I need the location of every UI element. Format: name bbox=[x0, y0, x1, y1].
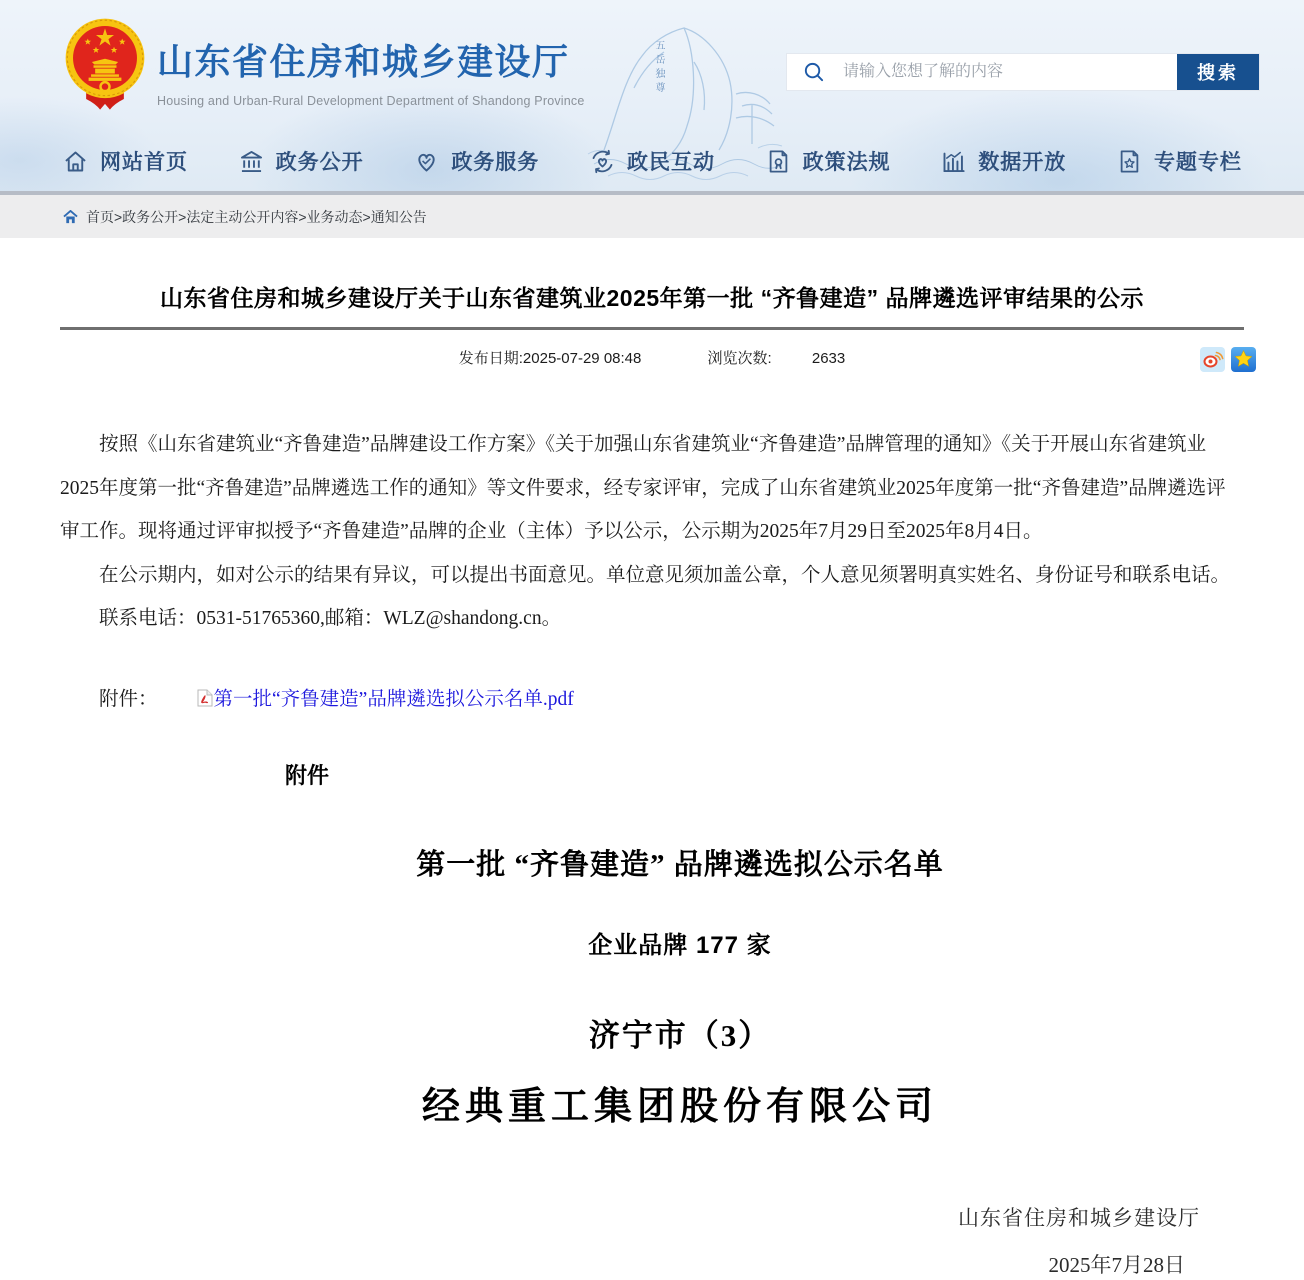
nav-item-gov-services[interactable] bbox=[413, 146, 539, 176]
nav-label: 网站首页 bbox=[100, 151, 188, 174]
article-content bbox=[0, 280, 1304, 1279]
paragraph: 联系电话：0531-51765360,邮箱：WLZ@shandong.cn。 bbox=[99, 608, 562, 629]
nav-label: 政务公开 bbox=[275, 151, 364, 174]
attachment-label: 附件： bbox=[99, 688, 158, 710]
search-input[interactable] bbox=[825, 54, 1177, 90]
nav-label: 专题专栏 bbox=[1153, 151, 1242, 174]
policy-document-icon bbox=[765, 148, 792, 175]
share-buttons bbox=[1200, 347, 1256, 372]
nav-item-home[interactable] bbox=[62, 146, 188, 176]
publish-date-label: 发布日期: bbox=[458, 350, 523, 367]
signature-block bbox=[60, 1202, 1244, 1279]
preview-city-heading: 济宁市（3） bbox=[588, 1017, 772, 1053]
bar-chart-icon bbox=[940, 148, 967, 175]
nav-item-public-interaction[interactable] bbox=[589, 146, 715, 176]
weibo-share-icon[interactable] bbox=[1200, 347, 1225, 372]
publish-date-value: 2025-07-29 08:48 bbox=[522, 350, 642, 367]
preview-title: 第一批 “齐鲁建造” 品牌遴选拟公示名单 bbox=[416, 848, 944, 881]
nav-item-open-data[interactable] bbox=[940, 146, 1066, 176]
home-icon bbox=[62, 148, 89, 175]
search-button[interactable]: 搜索 bbox=[1177, 54, 1259, 90]
preview-company-name: 经典重工集团股份有限公司 bbox=[421, 1085, 938, 1128]
breadcrumb-home-icon[interactable] bbox=[63, 210, 78, 224]
nav-label: 政民互动 bbox=[626, 151, 715, 174]
nav-item-special-columns[interactable] bbox=[1116, 146, 1242, 176]
mountain-inscription: 五岳独尊 bbox=[653, 40, 664, 96]
views-label: 浏览次数: bbox=[707, 350, 772, 367]
paragraph: 在公示期内，如对公示的结果有异议，可以提出书面意见。单位意见须加盖公章，个人意见须署明真实姓名、身份证号和联系电话。 bbox=[99, 564, 1231, 586]
attachment-pdf-link[interactable]: 第一批“齐鲁建造”品牌遴选拟公示名单.pdf bbox=[213, 688, 574, 710]
site-title[interactable]: 山东省住房和城乡建设厅 bbox=[157, 41, 570, 82]
article-body bbox=[60, 423, 1244, 641]
star-document-icon bbox=[1116, 148, 1143, 175]
pdf-file-icon bbox=[158, 689, 213, 713]
attachment-preview bbox=[285, 759, 1075, 1130]
site-subtitle: Housing and Urban-Rural Development Department of Shandong Province bbox=[157, 94, 585, 108]
paragraph: 按照《山东省建筑业“齐鲁建造”品牌建设工作方案》《关于加强山东省建筑业“齐鲁建造”品牌管理的通知》《关于开展山东省建筑业2025年度第一批“齐鲁建造”品牌遴选工作的通知》等文件要求，经专家评审，完成了山东省建筑业2025年度第一批“齐鲁建造”品牌遴选评审工作。现将通过评审拟授予“齐鲁建造”品牌的企业（主体）予以公示，公示期为2025年7月29日至2025年8月4日。 bbox=[60, 434, 1226, 542]
government-building-icon bbox=[238, 148, 265, 175]
signature-date: 2025年7月28日 bbox=[1048, 1252, 1185, 1277]
search-box bbox=[787, 54, 1177, 90]
preview-brand-count: 企业品牌 177 家 bbox=[588, 931, 772, 959]
nav-item-gov-affairs-disclosure[interactable] bbox=[238, 146, 364, 176]
preview-heading: 附件 bbox=[285, 762, 330, 788]
national-emblem-logo[interactable] bbox=[64, 16, 146, 118]
site-search bbox=[786, 53, 1260, 91]
site-header bbox=[0, 0, 1304, 191]
qzone-share-icon[interactable] bbox=[1231, 347, 1256, 372]
search-icon bbox=[802, 61, 825, 84]
main-nav bbox=[0, 137, 1304, 191]
signature-org: 山东省住房和城乡建设厅 bbox=[958, 1205, 1200, 1230]
handshake-heart-icon bbox=[413, 148, 440, 175]
nav-item-policies-regulations[interactable] bbox=[765, 146, 891, 176]
nav-label: 政务服务 bbox=[451, 151, 540, 174]
nav-label: 数据开放 bbox=[978, 151, 1067, 174]
interaction-heart-icon bbox=[589, 148, 616, 175]
title-divider bbox=[60, 327, 1244, 330]
nav-label: 政策法规 bbox=[802, 151, 891, 174]
attachment-row bbox=[60, 683, 1244, 713]
article-meta bbox=[60, 347, 1244, 375]
article-title: 山东省住房和城乡建设厅关于山东省建筑业2025年第一批 “齐鲁建造” 品牌遴选评审结果的公示 bbox=[160, 285, 1144, 311]
breadcrumb bbox=[0, 191, 1304, 238]
breadcrumb-trail[interactable]: 首页>政务公开>法定主动公开内容>业务动态>通知公告 bbox=[86, 208, 427, 225]
site-identity bbox=[157, 34, 585, 108]
views-value: 2633 bbox=[811, 350, 846, 367]
